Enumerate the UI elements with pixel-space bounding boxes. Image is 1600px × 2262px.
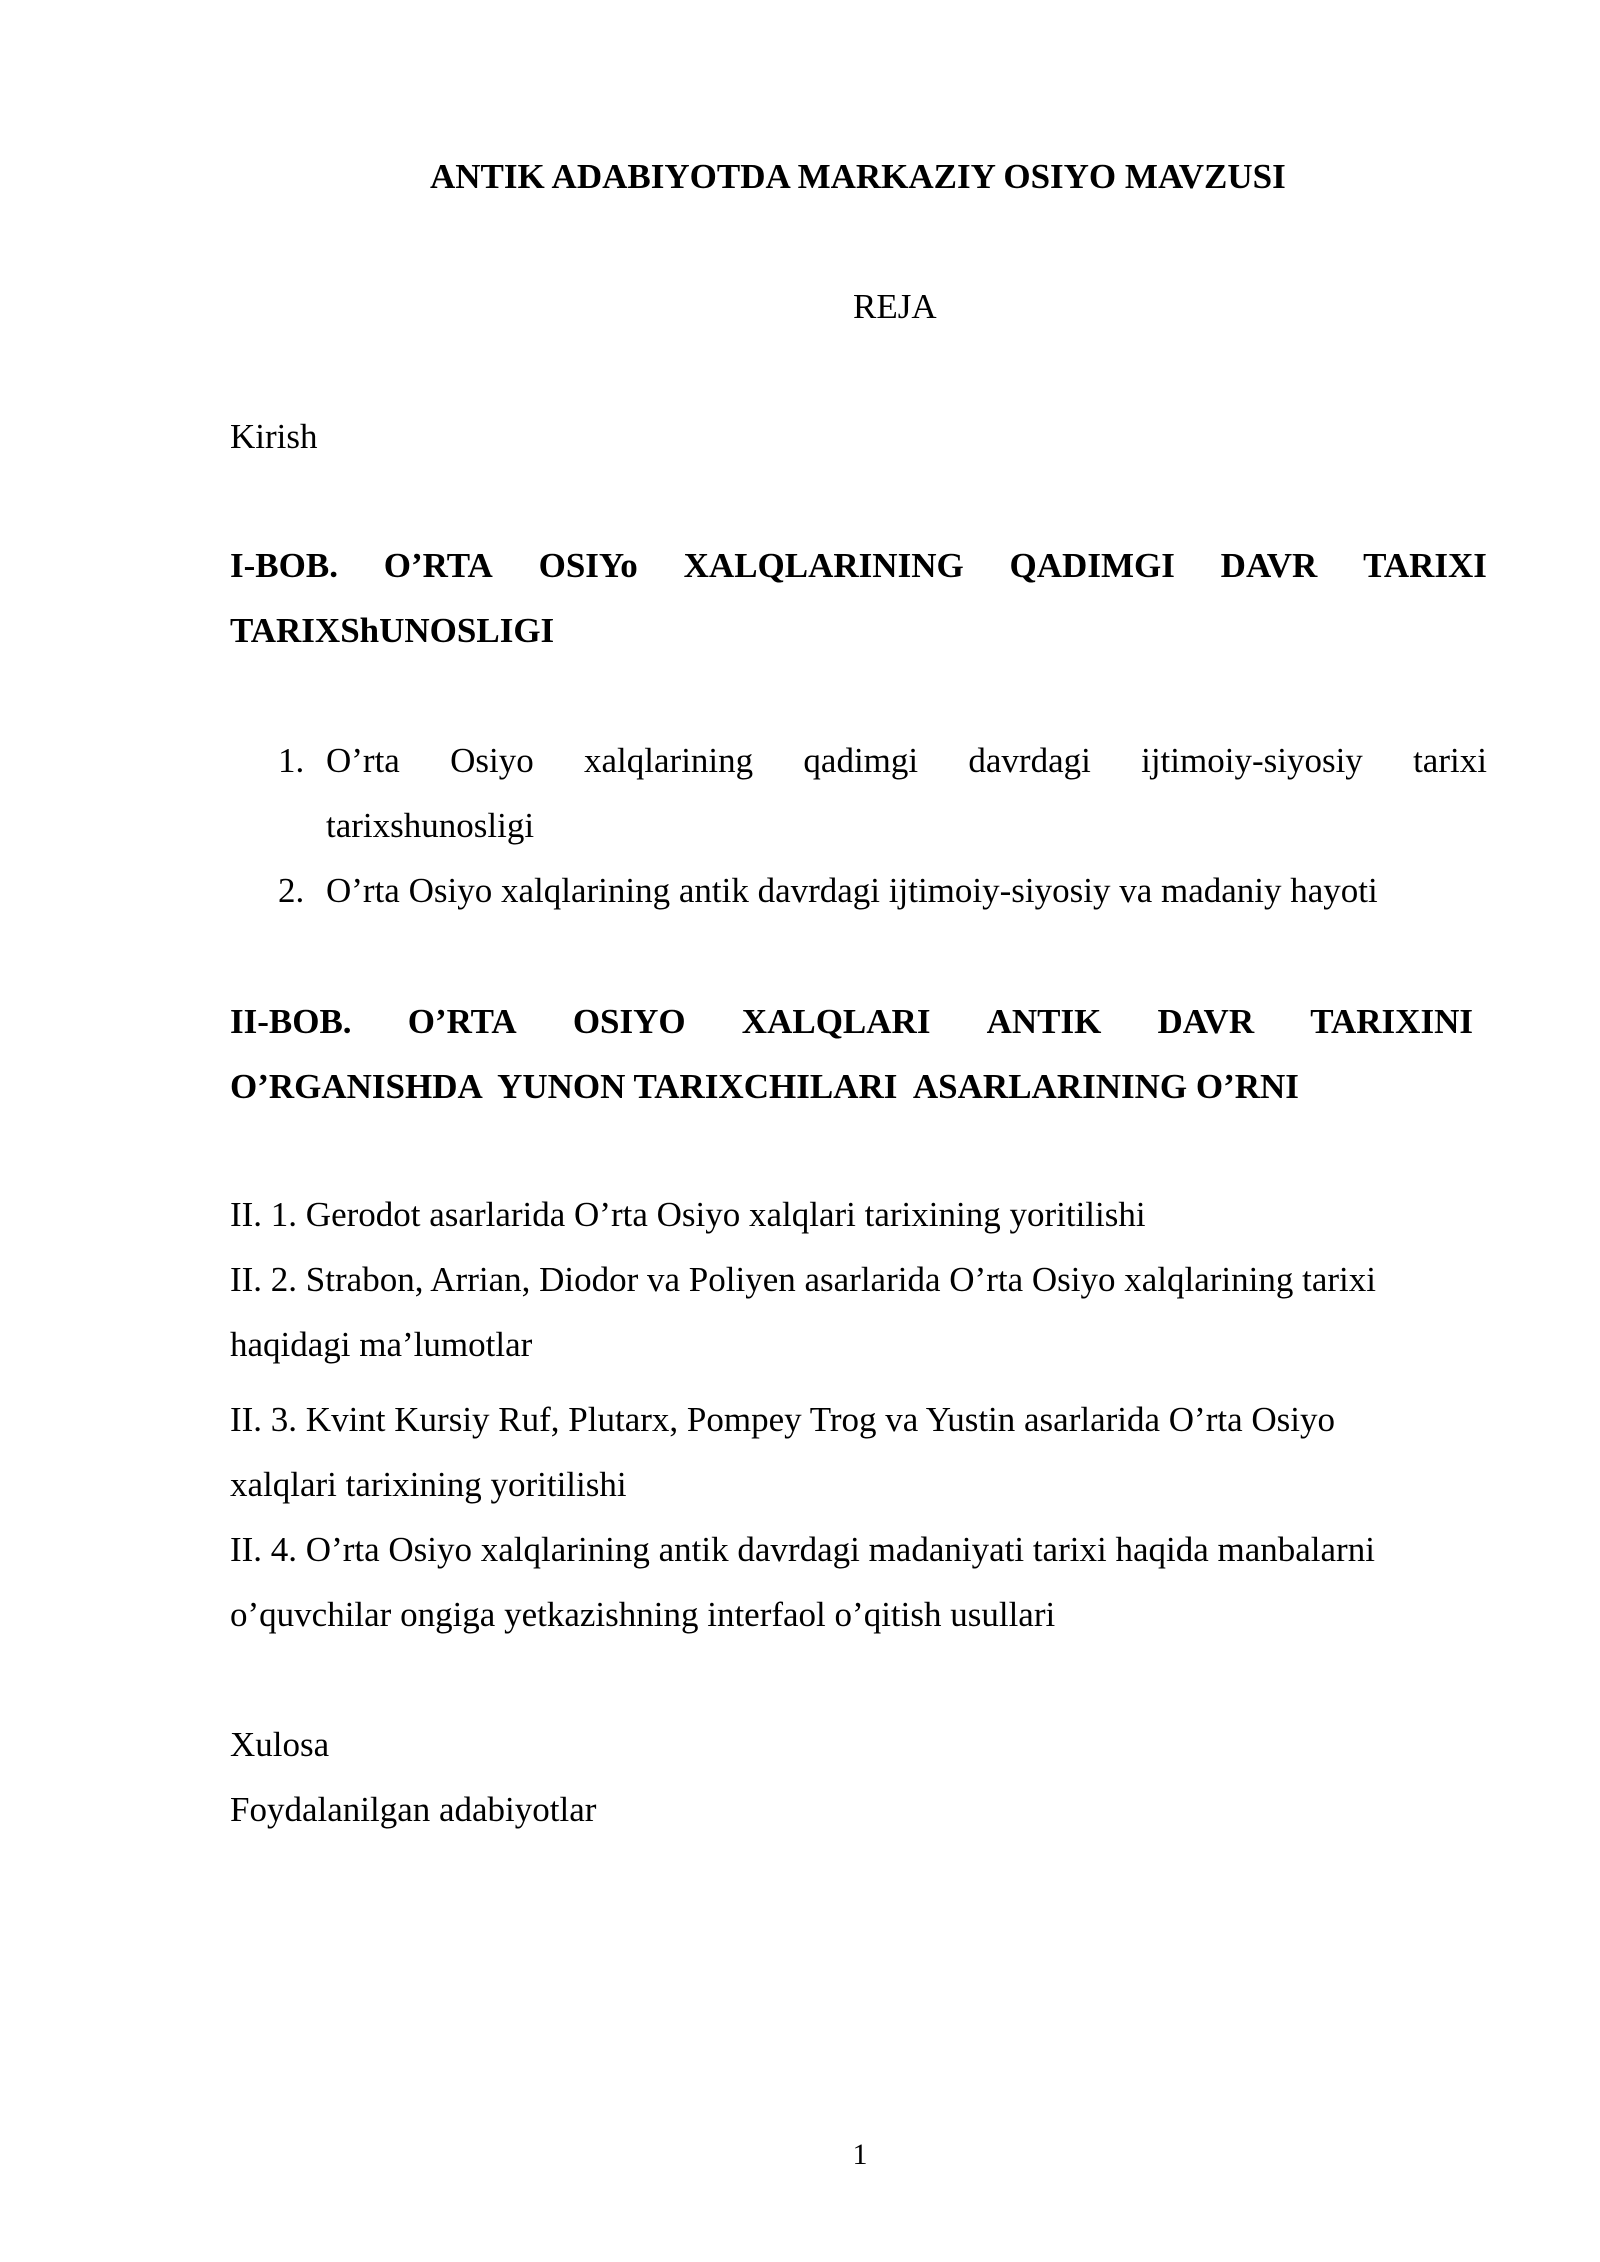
page-number: 1 [852,2138,868,2171]
list-item-text: O’rta Osiyo xalqlarining antik davrdagi ijtimoiy-siyosiy va madaniy hayoti [326,871,1378,910]
references-heading: Foydalanilgan adabiyotlar [230,1790,597,1829]
heading-word: XALQLARI [741,1002,931,1041]
list-word: ijtimoiy-siyosiy [1141,741,1363,780]
heading-word: DAVR [1157,1002,1255,1041]
section-line: II. 1. Gerodot asarlarida O’rta Osiyo xalqlari tarixining yoritilishi [230,1195,1146,1234]
list-word: Osiyo [450,741,534,780]
list-item [230,728,1487,858]
section-line: o’quvchilar ongiga yetkazishning interfaol o’qitish usullari [230,1595,1056,1634]
section-line: II. 2. Strabon, Arrian, Diodor va Poliyen asarlarida O’rta Osiyo xalqlarining tarixi [230,1260,1376,1299]
list-item-line1 [326,728,1487,793]
intro-heading: Kirish [230,417,318,456]
section-item [230,1182,1146,1247]
list-item-number: 1. [278,741,305,780]
list-item-text [326,728,1487,858]
heading-word: TARIXINI [1310,1002,1473,1041]
heading-word: O’RTA [407,1002,517,1041]
chapter2-heading-line1 [230,989,1473,1054]
chapter1-heading-line2: TARIXShUNOSLIGI [230,611,555,650]
heading-word: DAVR [1220,546,1318,585]
chapter1-heading-line1 [230,533,1487,598]
list-word: qadimgi [803,741,919,780]
heading-word: I-BOB. [230,546,338,585]
list-word: tarixi [1413,741,1487,780]
document-title: ANTIK ADABIYOTDA MARKAZIY OSIYO MAVZUSI [430,157,1286,196]
list-word: xalqlarining [584,741,754,780]
heading-word: ANTIK [986,1002,1102,1041]
section-item [230,1387,1335,1517]
list-word: O’rta [326,741,400,780]
list-item-number: 2. [278,871,305,910]
section-line: II. 4. O’rta Osiyo xalqlarining antik davrdagi madaniyati tarixi haqida manbalarni [230,1530,1375,1569]
section-line: haqidagi ma’lumotlar [230,1325,533,1364]
section-item [230,1517,1375,1647]
list-word: davrdagi [968,741,1091,780]
chapter2-heading-line2: O’RGANISHDA YUNON TARIXCHILARI ASARLARINING O’RNI [230,1067,1299,1106]
section-line: II. 3. Kvint Kursiy Ruf, Plutarx, Pompey Trog va Yustin asarlarida O’rta Osiyo [230,1400,1335,1439]
heading-word: II-BOB. [230,1002,352,1041]
chapter1-heading [230,533,1487,663]
plan-heading: REJA [853,287,937,326]
list-item-line2: tarixshunosligi [326,806,535,845]
heading-word: XALQLARINING [683,546,964,585]
list-item [230,858,1487,923]
heading-word: TARIXI [1363,546,1487,585]
heading-word: O’RTA [383,546,493,585]
heading-word: OSIYO [572,1002,686,1041]
heading-word: QADIMGI [1009,546,1175,585]
section-item [230,1247,1376,1377]
conclusion-heading: Xulosa [230,1725,330,1764]
heading-word: OSIYo [538,546,638,585]
section-line: xalqlari tarixining yoritilishi [230,1465,627,1504]
chapter2-heading [230,989,1473,1119]
